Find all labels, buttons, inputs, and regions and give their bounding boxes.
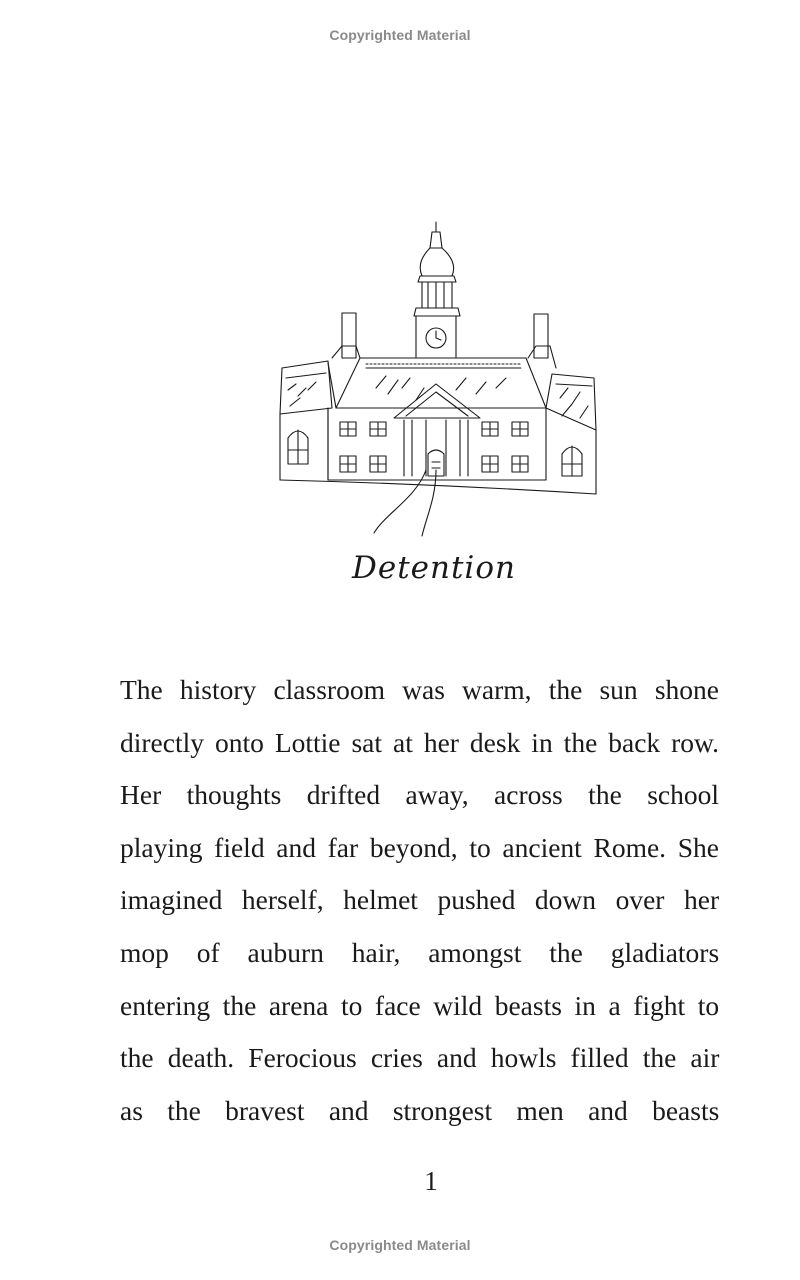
text-line: as the bravest and strongest men and beasts [120,1094,720,1126]
text-line: playing field and far beyond, to ancient Rome. She [120,831,719,863]
copyright-watermark-bottom: Copyrighted Material [329,1237,471,1253]
chapter-title: Detention [352,550,516,586]
text-line: directly onto Lottie sat at her desk in the back row. [120,726,719,758]
text-line: mop of auburn hair, amongst the gladiators [120,936,720,968]
text-line: imagined herself, helmet pushed down over her [120,884,720,916]
text-line: the death. Ferocious cries and howls filled the air [120,1042,720,1074]
text-line: The history classroom was warm, the sun shone [120,674,719,705]
text-line: entering the arena to face wild beasts in a fight to [120,989,720,1021]
copyright-watermark-top: Copyrighted Material [329,27,471,43]
page-number: 1 [424,1166,438,1196]
school-building-sketch-icon [276,218,602,538]
body-text [120,664,719,1137]
text-line: Her thoughts drifted away, across the school [120,779,719,811]
